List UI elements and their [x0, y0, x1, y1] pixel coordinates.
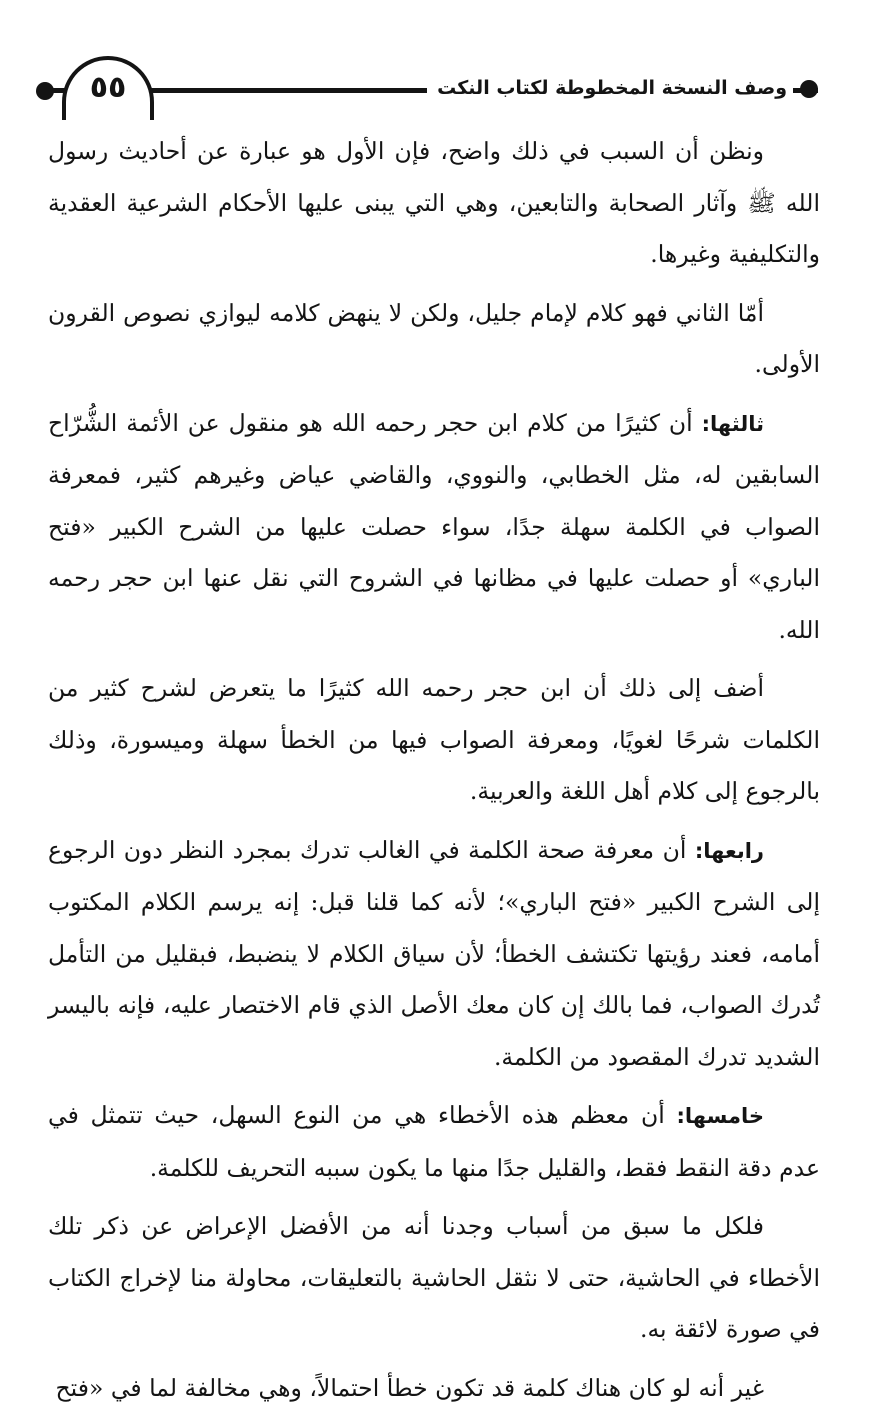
paragraph-text: أن كثيرًا من كلام ابن حجر رحمه الله هو منقول عن الأئمة الشُّرّاح السابقين له، مثل الخطابي، والنووي، والقاضي عياض وغيرهم كثير، فمعرفة الصواب في الكلمة سهلة جدًا، سواء حصلت عليها من الشرح الكبير «فتح الباري» أو حصلت عليها في مظانها في الشروح التي نقل عنها ابن حجر رحمه الله. [48, 408, 820, 644]
paragraph-text: ونظن أن السبب في ذلك واضح، فإن الأول هو عبارة عن أحاديث رسول الله ﷺ وآثار الصحابة والتابعين، وهي التي يبنى عليها الأحكام الشرعية العقدية والتكليفية وغيرها. [48, 137, 820, 268]
paragraph-8 [48, 1363, 820, 1415]
paragraph-4 [48, 663, 820, 818]
paragraph-lead: خامسها: [676, 1104, 764, 1128]
paragraph-2 [48, 288, 820, 391]
header-dot-right [800, 80, 818, 98]
header-dot-left [36, 82, 54, 100]
paragraph-text: أمّا الثاني فهو كلام لإمام جليل، ولكن لا ينهض كلامه ليوازي نصوص القرون الأولى. [48, 298, 820, 378]
paragraph-text: غير أنه لو كان هناك كلمة قد تكون خطأ احتمالاً، وهي مخالفة لما في «فتح [55, 1373, 764, 1402]
paragraph-3 [48, 398, 820, 657]
paragraph-lead: رابعها: [694, 838, 764, 863]
paragraph-1 [48, 126, 820, 281]
paragraph-6 [48, 1090, 820, 1194]
paragraph-text: أن معرفة صحة الكلمة في الغالب تدرك بمجرد النظر دون الرجوع إلى الشرح الكبير «فتح الباري»؛ لأنه كما قلنا قبل: إنه يرسم الكلام المكتوب أمامه، فعند رؤيتها تكتشف الخطأ؛ لأن سياق الكلام لا ينضبط، فبقليل من التأمل تُدرك الصواب، فما بالك إن كان معك الأصل الذي قام الاختصار عليه، فإنه باليسر الشديد تدرك المقصود من الكلمة. [48, 835, 821, 1071]
page-number: ٥٥ [89, 70, 127, 105]
running-title: وصف النسخة المخطوطة لكتاب النكت [427, 72, 793, 104]
paragraph-7 [48, 1201, 820, 1356]
paragraph-text: فلكل ما سبق من أسباب وجدنا أنه من الأفضل الإعراض عن ذكر تلك الأخطاء في الحاشية، حتى لا نثقل الحاشية بالتعليقات، محاولة منا لإخراج الكتاب في صورة لائقة به. [48, 1212, 820, 1343]
body-text [48, 126, 820, 1421]
paragraph-lead: ثالثها: [701, 411, 764, 436]
page-header [0, 0, 879, 130]
paragraph-text: أضف إلى ذلك أن ابن حجر رحمه الله كثيرًا ما يتعرض لشرح كثير من الكلمات شرحًا لغويًا، ومعرفة الصواب فيها من الخطأ سهلة وميسورة، وذلك بالرجوع إلى كلام أهل اللغة والعربية. [48, 674, 820, 805]
paragraph-text: أن معظم هذه الأخطاء هي من النوع السهل، حيث تتمثل في عدم دقة النقط فقط، والقليل جدًا منها ما يكون سببه التحريف للكلمة. [48, 1101, 820, 1182]
paragraph-5 [48, 825, 820, 1084]
